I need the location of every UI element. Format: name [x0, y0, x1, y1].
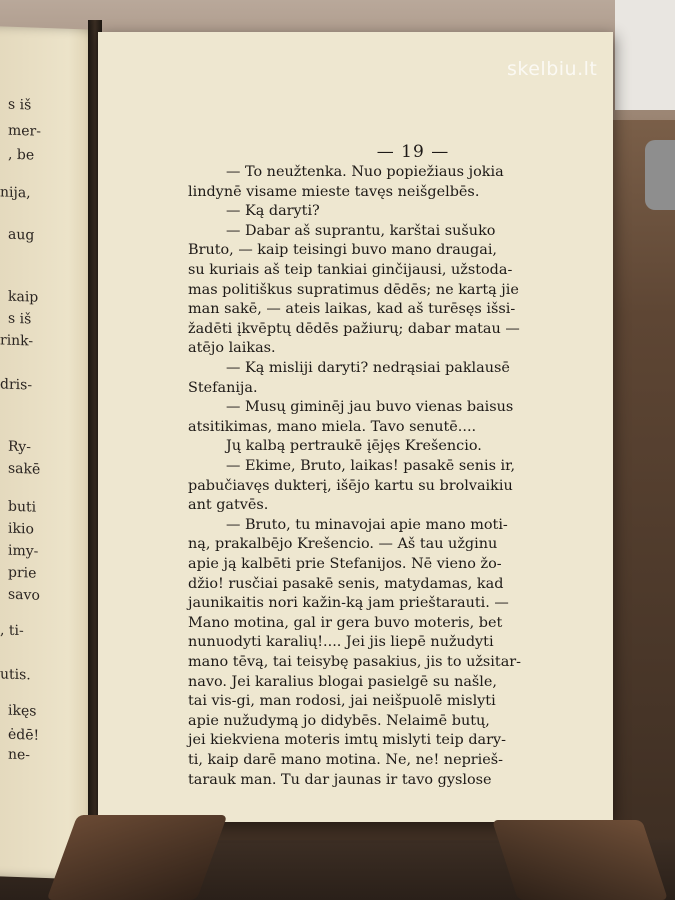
left-page-fragment: , be — [8, 146, 35, 164]
left-page-fragment: rink- — [0, 332, 34, 350]
right-page — [98, 32, 613, 822]
text-line: lindynē visame mieste tavęs neišgelbēs. — [188, 183, 480, 200]
left-page-fragment: sakē — [8, 460, 41, 478]
left-page-fragment: prie — [8, 564, 37, 582]
left-page-fragment: aug — [8, 226, 35, 244]
text-line: ant gatvēs. — [188, 497, 269, 514]
text-line: — Bruto, tu minavojai apie mano moti- — [226, 516, 508, 533]
left-page-fragment: buti — [8, 498, 37, 516]
left-page-fragment: Ry- — [8, 438, 31, 456]
book-stand-right — [492, 820, 668, 900]
left-page-fragment: , ti- — [0, 622, 24, 640]
text-line: žadēti įkvēptų dēdēs pažiurų; dabar matau — — [188, 320, 520, 337]
text-line: ną, prakalbējo Krešencio. — Aš tau užginu — [188, 536, 498, 553]
text-line: — To neužtenka. Nuo popiežiaus jokia — [226, 164, 504, 180]
left-page-fragment: utis. — [0, 666, 31, 684]
text-line: man sakē, — ateis laikas, kad aš turēsęs išsi- — [188, 301, 516, 318]
text-line: jaunikaitis nori kažin-ką jam prieštarauti. — — [188, 595, 509, 612]
left-page-fragment: ne- — [8, 746, 31, 764]
text-line: ti, kaip darē mano motina. Ne, ne! nepriеš- — [188, 752, 504, 768]
background-window — [615, 0, 675, 110]
text-line: Mano motina, gal ir gera buvo moteris, bet — [188, 614, 503, 631]
left-page-fragment: dris- — [0, 376, 33, 394]
text-line: — Ką daryti? — [226, 203, 320, 220]
text-line: atējo laikas. — [188, 340, 276, 357]
page-number: — 19 — — [376, 142, 450, 162]
text-line: jei kiekviena moteris imtų mislyti teip dary- — [188, 732, 506, 749]
text-line: Bruto, — kaip teisingi buvo mano draugai, — [188, 242, 498, 259]
left-page-fragment: savo — [8, 586, 40, 604]
text-line: — Ekime, Bruto, laikas! pasakē senis ir, — [226, 458, 516, 474]
left-page-fragment: s iš — [8, 96, 32, 114]
book-stand-left — [47, 815, 228, 900]
text-line: džio! rusčiai pasakē senis, matydamas, kad — [188, 575, 504, 592]
left-page-fragment: ikio — [8, 520, 34, 538]
left-page-fragment: s iš — [8, 310, 32, 328]
left-page-fragment: ikęs — [8, 702, 37, 720]
left-page — [0, 26, 102, 880]
left-page-fragment: ėdē! — [8, 726, 40, 744]
left-page-fragment: imy- — [8, 542, 39, 560]
text-line: — Musų giminēj jau buvo vienas baisus — [226, 399, 514, 416]
text-line: mano tēvą, tai teisybę pasakius, jis to užsitar- — [188, 654, 522, 670]
text-line: apie nužudymą jo didybēs. Nelaimē butų, — [188, 712, 490, 729]
background-chair — [645, 140, 675, 210]
left-page-fragment: nija, — [0, 184, 31, 202]
text-line: mas politiškus supratimus dēdēs; ne kartą jie — [188, 281, 519, 298]
text-line: atsitikimas, mano miela. Tavo senutē.... — [188, 418, 477, 435]
text-line: Stefanija. — [188, 379, 258, 396]
text-line: tarauk man. Tu dar jaunas ir tavo gyslose — [188, 771, 492, 788]
left-page-fragment: mer- — [8, 122, 41, 140]
text-line: — Dabar aš suprantu, karštai sušuko — [226, 222, 496, 239]
text-line: Jų kalbą pertraukē įējęs Krešencio. — [226, 438, 482, 455]
text-line: navo. Jei karalius blogai pasielgē su našle, — [188, 673, 497, 690]
text-line: su kuriais aš teip tankiai ginčijausi, užstoda- — [188, 262, 513, 278]
watermark-logo: skelbiu.lt — [507, 58, 598, 80]
text-line: — Ką misliji daryti? nedrąsiai paklausē — [226, 360, 510, 376]
left-page-fragment: kaip — [8, 288, 39, 306]
text-line: apie ją kalbēti prie Stefanijos. Nē vieno žo- — [188, 556, 502, 572]
text-line: pabučiavęs dukterį, išējo kartu su brolvaikiu — [188, 477, 513, 494]
text-line: nunuodyti karalių!.... Jei jis liepē nužudyti — [188, 634, 494, 651]
text-line: tai vis-gi, man rodosi, jai neišpuolē mislyti — [188, 693, 496, 710]
